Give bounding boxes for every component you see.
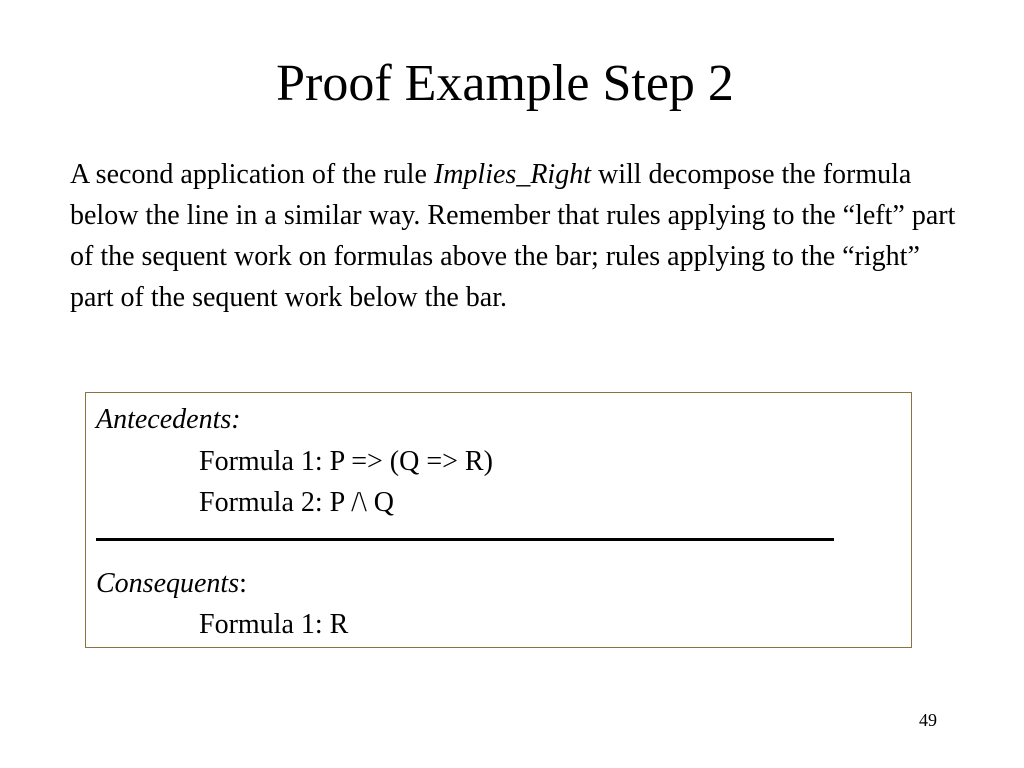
consequents-label-colon: : xyxy=(239,568,247,599)
antecedent-formula-2: Formula 2: P /\ Q xyxy=(199,487,394,518)
consequents-label-text: Consequents xyxy=(96,568,240,599)
slide-title: Proof Example Step 2 xyxy=(276,55,734,112)
sequent-bar xyxy=(96,538,834,541)
body-paragraph xyxy=(70,154,960,318)
antecedent-formula-1: Formula 1: P => (Q => R) xyxy=(199,446,493,477)
sequent-box xyxy=(85,392,912,648)
consequents-label xyxy=(96,567,247,601)
consequent-formula-1: Formula 1: R xyxy=(199,609,349,640)
antecedents-label: Antecedents: xyxy=(96,404,241,435)
paragraph-text-end: will decompose the formula below the line in a similar way. Remember that rules applying to the “left” part of the sequent work on formulas above the bar; rules applying to the “right” part of the sequent work below the bar. xyxy=(70,159,956,313)
paragraph-text-start: A second application of the rule xyxy=(70,159,434,190)
rule-name: Implies_Right xyxy=(433,159,591,190)
page-number: 49 xyxy=(919,710,937,730)
